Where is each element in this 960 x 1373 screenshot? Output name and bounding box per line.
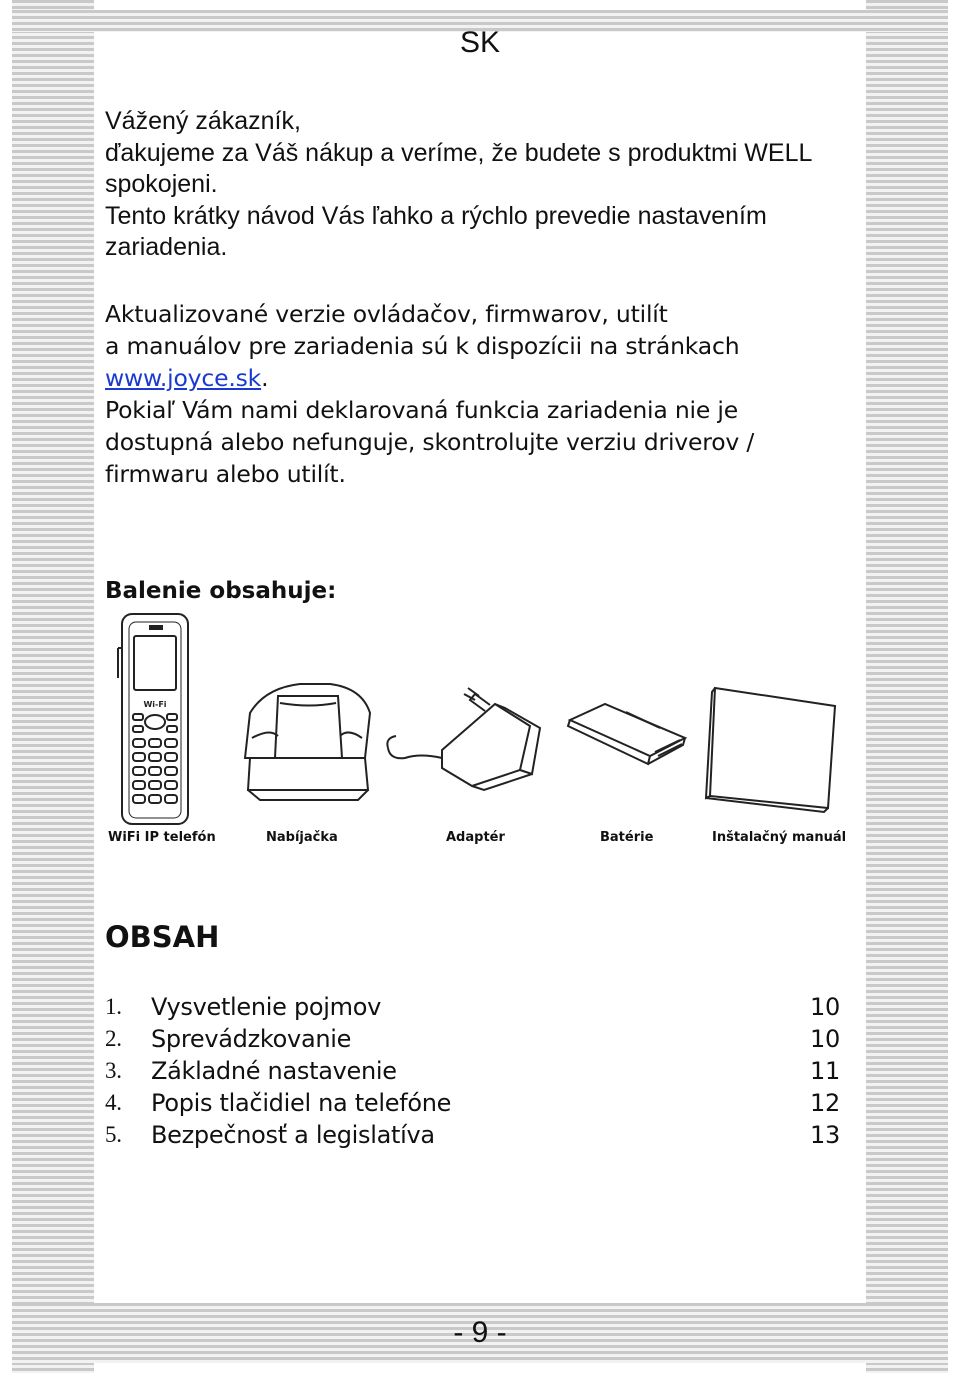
toc-entry-page: 10 bbox=[810, 993, 840, 1021]
caption-charger: Nabíjačka bbox=[266, 830, 338, 845]
toc-entry-number: 3. bbox=[105, 1058, 122, 1083]
greeting-paragraph bbox=[105, 106, 865, 264]
toc-title: OBSAH bbox=[105, 920, 220, 954]
toc-entry-title: Sprevádzkovanie bbox=[151, 1025, 352, 1053]
joyce-website-link[interactable]: www.joyce.sk bbox=[105, 364, 262, 392]
table-of-contents bbox=[105, 991, 840, 1151]
toc-entry-title: Popis tlačidiel na telefóne bbox=[151, 1089, 452, 1117]
toc-entry-number: 5. bbox=[105, 1122, 122, 1147]
page-number: - 9 - bbox=[453, 1316, 507, 1349]
adapter-icon bbox=[387, 688, 540, 790]
manual-icon bbox=[706, 688, 835, 812]
toc-entry-title: Základné nastavenie bbox=[151, 1057, 397, 1085]
caption-phone: WiFi IP telefón bbox=[108, 830, 216, 845]
caption-adapter: Adaptér bbox=[446, 830, 505, 845]
right-border-decoration bbox=[866, 0, 948, 1373]
battery-icon bbox=[568, 704, 685, 764]
intro-line: Tento krátky návod Vás ľahko a rýchlo prevedie nastavením bbox=[105, 201, 767, 230]
toc-entry-title: Bezpečnosť a legislatíva bbox=[151, 1121, 435, 1149]
toc-entry[interactable] bbox=[105, 991, 840, 1023]
updates-line: a manuálov pre zariadenia sú k dispozícii na stránkach bbox=[105, 332, 740, 360]
toc-entry[interactable] bbox=[105, 1087, 840, 1119]
intro-line: zariadenia. bbox=[105, 233, 228, 261]
updates-line: Aktualizované verzie ovládačov, firmwarov, utilít bbox=[105, 300, 668, 328]
toc-entry-page: 12 bbox=[810, 1089, 840, 1117]
toc-entry-page: 13 bbox=[810, 1121, 840, 1149]
toc-entry-number: 2. bbox=[105, 1026, 122, 1051]
toc-entry[interactable] bbox=[105, 1119, 840, 1151]
updates-line: dostupná alebo nefunguje, skontrolujte verziu driverov / bbox=[105, 428, 755, 456]
toc-entry-number: 4. bbox=[105, 1090, 122, 1115]
toc-entry[interactable] bbox=[105, 1023, 840, 1055]
intro-line: Vážený zákazník, bbox=[105, 107, 301, 135]
updates-line: firmwaru alebo utilít. bbox=[105, 460, 346, 488]
link-suffix: . bbox=[261, 364, 269, 392]
toc-entry-page: 10 bbox=[810, 1025, 840, 1053]
phone-wifi-label: Wi-Fi bbox=[143, 700, 167, 709]
toc-entry-number: 1. bbox=[105, 994, 122, 1019]
intro-line: ďakujeme za Váš nákup a veríme, že budete s produktmi WELL bbox=[105, 138, 813, 167]
toc-entry[interactable] bbox=[105, 1055, 840, 1087]
package-contents-figure bbox=[100, 608, 860, 868]
toc-entry-title: Vysvetlenie pojmov bbox=[151, 993, 382, 1021]
caption-manual: Inštalačný manuál bbox=[712, 830, 847, 845]
package-heading: Balenie obsahuje: bbox=[105, 578, 337, 604]
intro-line: spokojeni. bbox=[105, 170, 218, 198]
updates-paragraph bbox=[105, 298, 885, 490]
updates-line: Pokiaľ Vám nami deklarovaná funkcia zariadenia nie je bbox=[105, 396, 738, 424]
phone-icon bbox=[118, 614, 188, 824]
language-header: SK bbox=[459, 26, 501, 59]
updates-link-line bbox=[105, 362, 885, 394]
charger-icon bbox=[245, 684, 370, 800]
toc-entry-page: 11 bbox=[810, 1057, 840, 1085]
left-border-decoration bbox=[12, 0, 94, 1373]
caption-battery: Batérie bbox=[600, 830, 654, 845]
